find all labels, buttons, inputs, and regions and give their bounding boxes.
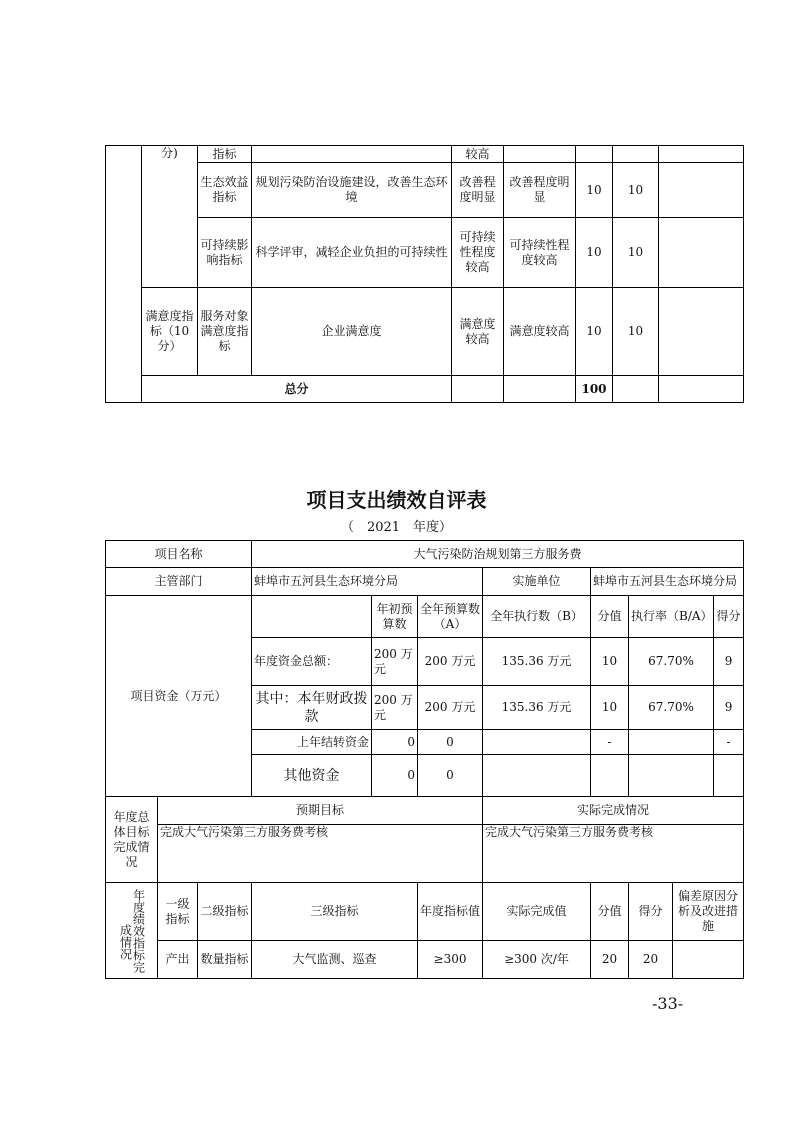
target-cell: 较高 [452,146,504,163]
funds-header-annual: 全年预算数（A） [418,596,483,638]
weight-cell: 10 [576,218,613,288]
funds-score-value: 9 [714,686,744,730]
score-cell: 10 [613,163,659,218]
funds-header-executed: 全年执行数（B） [483,596,591,638]
funds-rate-value: 67.70% [629,686,714,730]
tertiary-indicator-cell: 规划污染防治设施建设，改善生态环境 [252,163,452,218]
primary-indicator-cell: 产出 [158,941,198,979]
project-name-label: 项目名称 [106,541,252,568]
form-title: 项目支出绩效自评表 [306,488,487,512]
primary-column-cell [106,146,142,403]
empty-cell [504,376,576,403]
actual-cell: 满意度较高 [504,288,576,376]
funds-row-label: 上年结转资金 [252,730,372,755]
actual-cell: ≥300 次/年 [483,941,591,979]
funds-score-value [714,755,744,797]
secondary-indicator-cell: 服务对象满意度指标 [198,288,252,376]
header-tertiary: 三级指标 [252,883,418,941]
note-cell [659,288,744,376]
header-secondary: 二级指标 [198,883,252,941]
actual-result-text: 完成大气污染第三方服务费考核 [483,825,744,883]
empty-cell [452,376,504,403]
actual-cell [504,146,576,163]
total-value-cell: 100 [576,376,613,403]
header-actual: 实际完成值 [483,883,591,941]
header-target: 年度指标值 [418,883,483,941]
weight-cell [576,146,613,163]
funds-header-score: 得分 [714,596,744,638]
funds-rate-value: 67.70% [629,638,714,686]
funds-header-initial: 年初预算数 [372,596,418,638]
secondary-indicator-cell: 可持续影响指标 [198,218,252,288]
funds-executed-value [483,755,591,797]
target-cell: 可持续性程度较高 [452,218,504,288]
note-cell [673,941,744,979]
score-cell [613,146,659,163]
weight-cell: 20 [591,941,629,979]
tertiary-indicator-cell: 大气监测、巡查 [252,941,418,979]
secondary-indicator-cell: 数量指标 [198,941,252,979]
funds-header-weight: 分值 [591,596,629,638]
side-label-part-b: 成情况 [118,923,133,960]
implementing-unit-value: 蚌埠市五河县生态环境分局 [591,568,744,596]
target-cell: ≥300 [418,941,483,979]
weight-cell: 10 [576,288,613,376]
project-name-value: 大气污染防治规划第三方服务费 [252,541,744,568]
funds-label: 项目资金（万元） [106,596,252,797]
primary-indicator-cell: 满意度指标（10分） [142,288,198,376]
self-evaluation-table [105,540,744,979]
funds-annual-value: 200 万元 [418,686,483,730]
funds-score-value: - [714,730,744,755]
expected-goal-header: 预期目标 [158,797,483,825]
actual-cell: 可持续性程度较高 [504,218,576,288]
indicator-side-label [106,883,158,979]
funds-weight-value [591,755,629,797]
score-cell: 10 [613,288,659,376]
funds-annual-value: 0 [418,755,483,797]
funds-rate-value [629,755,714,797]
funds-weight-value: 10 [591,638,629,686]
expected-goal-text: 完成大气污染第三方服务费考核 [158,825,483,883]
funds-initial-value: 200 万元 [372,686,418,730]
indicator-table-continued [105,145,744,403]
funds-executed-value: 135.36 万元 [483,686,591,730]
funds-annual-value: 200 万元 [418,638,483,686]
funds-row-label: 年度资金总额： [252,638,372,686]
note-cell [659,146,744,163]
note-cell [659,163,744,218]
funds-rate-value [629,730,714,755]
note-cell [659,218,744,288]
secondary-indicator-cell: 指标 [198,146,252,163]
tertiary-indicator-cell: 企业满意度 [252,288,452,376]
implementing-unit-label: 实施单位 [483,568,591,596]
side-label-part-a: 年度绩效指标完 [131,888,146,973]
header-score: 得分 [629,883,673,941]
funds-initial-value: 200 万元 [372,638,418,686]
tertiary-indicator-cell: 科学评审，减轻企业负担的可持续性 [252,218,452,288]
funds-row-label: 其中：本年财政拨款 [252,686,372,730]
year-label: （ 2021 年度） [340,520,453,535]
actual-cell: 改善程度明显 [504,163,576,218]
funds-executed-value: 135.36 万元 [483,638,591,686]
primary-indicator-cell [142,146,198,288]
score-cell: 10 [613,218,659,288]
funds-annual-value: 0 [418,730,483,755]
funds-initial-value: 0 [372,755,418,797]
funds-weight-value: 10 [591,686,629,730]
primary-indicator-tail: 分) [161,146,178,160]
goals-label: 年度总体目标完成情况 [106,797,158,883]
empty-cell [613,376,659,403]
department-value: 蚌埠市五河县生态环境分局 [252,568,483,596]
actual-result-header: 实际完成情况 [483,797,744,825]
empty-cell [659,376,744,403]
funds-initial-value: 0 [372,730,418,755]
total-label-cell: 总分 [142,376,452,403]
weight-cell: 10 [576,163,613,218]
funds-row-label: 其他资金 [252,755,372,797]
header-weight: 分值 [591,883,629,941]
score-cell: 20 [629,941,673,979]
target-cell: 改善程度明显 [452,163,504,218]
secondary-indicator-cell: 生态效益指标 [198,163,252,218]
page-number: -33- [652,994,684,1013]
tertiary-indicator-cell [252,146,452,163]
target-cell: 满意度较高 [452,288,504,376]
funds-header-blank [252,596,372,638]
funds-header-rate: 执行率（B/A） [629,596,714,638]
header-note: 偏差原因分析及改进措施 [673,883,744,941]
department-label: 主管部门 [106,568,252,596]
header-primary: 一级指标 [158,883,198,941]
funds-executed-value [483,730,591,755]
funds-score-value: 9 [714,638,744,686]
funds-weight-value: - [591,730,629,755]
